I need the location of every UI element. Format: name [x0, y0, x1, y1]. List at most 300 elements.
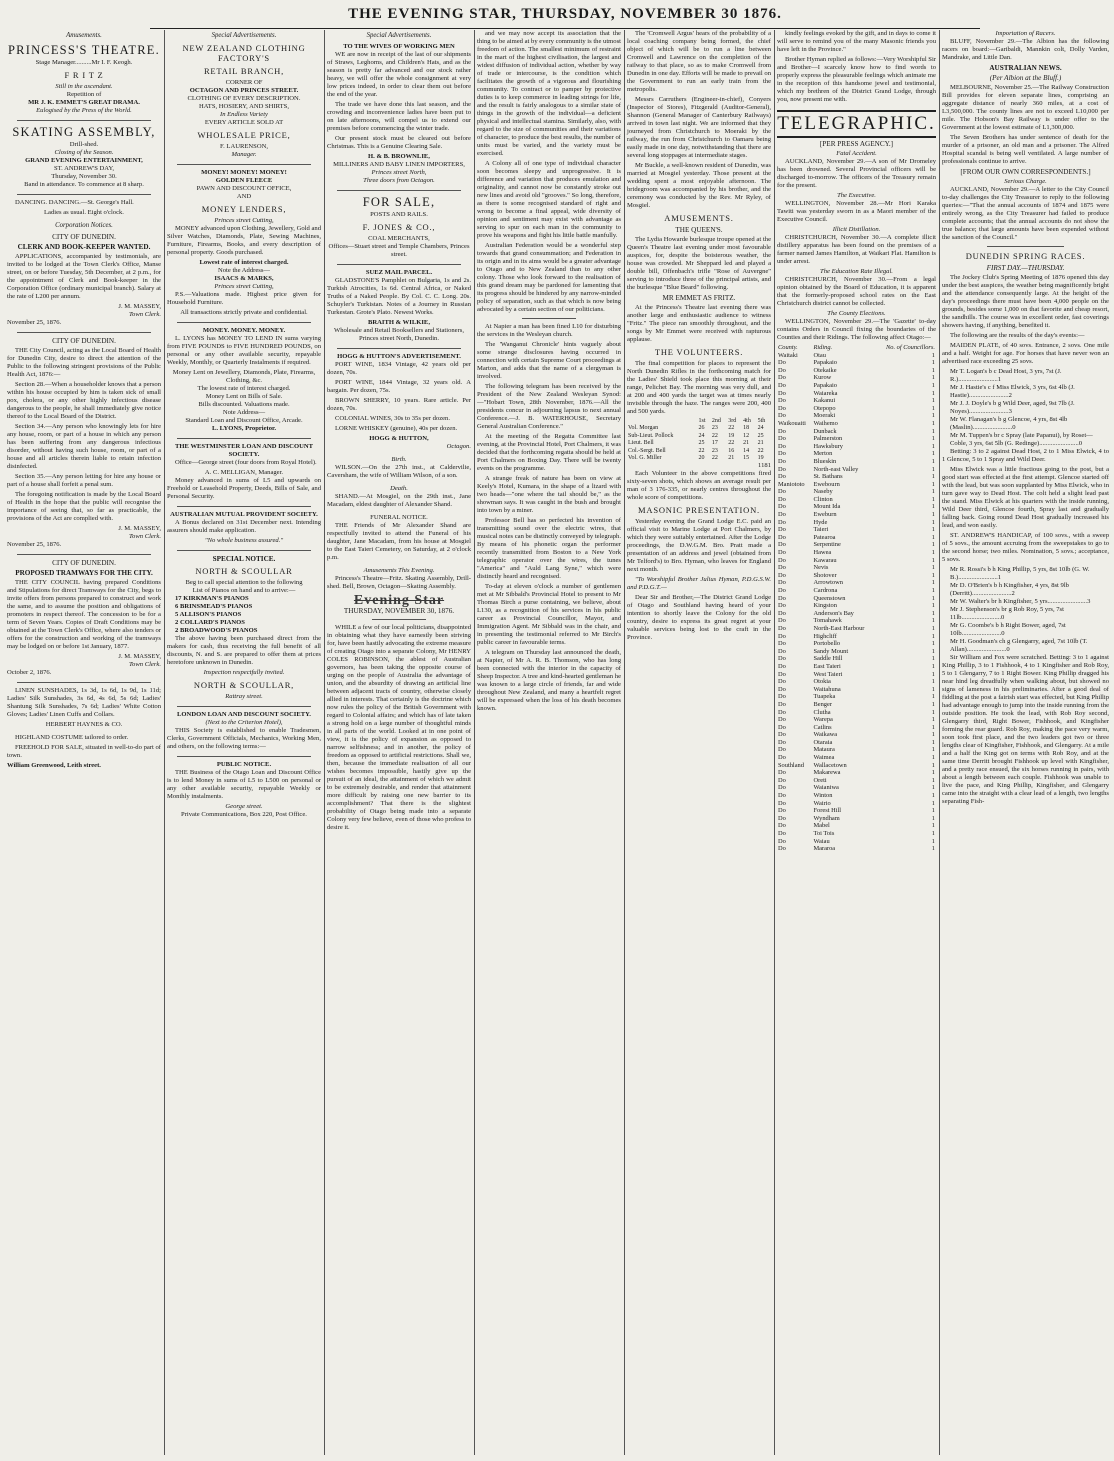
race-entry: Mr H. Goodman's ch g Glengarry, aged, 7st 10lb (T. Allan)........................0 [950, 638, 1088, 653]
masthead-title: THE EVENING STAR, THURSDAY, NOVEMBER 30 1876. [348, 6, 782, 22]
table-cell: Do [778, 617, 786, 625]
table-row [777, 466, 936, 474]
race-entry: Mr G. Coombe's b h Right Bower, aged, 7st 10lb........................0 [950, 622, 1066, 637]
amusements-heading: AMUSEMENTS. [664, 213, 734, 223]
race-entry: Mr J. Stephenson's br g Rob Roy, 5 yrs, 7st 11lb........................0 [950, 606, 1064, 621]
section-heading-special-2: Special Advertisements. [366, 32, 432, 39]
nz-clothing-every: EVERY ARTICLE SOLD AT [204, 119, 284, 126]
table-cell: Do [778, 708, 786, 716]
clerk-sign: J. M. MASSEY, [118, 303, 161, 310]
london-addr: (Next to the Criterion Hotel), [205, 719, 283, 726]
table-cell: Do [778, 700, 786, 708]
table-cell: 1 [931, 700, 935, 708]
table-cell: 1 [931, 746, 935, 754]
divider [177, 756, 311, 757]
lyons-interest: The lowest rate of interest charged. [197, 385, 291, 392]
table-cell: 1 [931, 776, 935, 784]
table-cell: Sandy Mount [813, 647, 849, 655]
table-row [777, 678, 936, 686]
table-row [777, 511, 936, 519]
golden-sub: PAWN AND DISCOUNT OFFICE, [196, 185, 292, 192]
table-cell: Do [778, 830, 786, 837]
table-cell: 1 [931, 366, 935, 374]
divider [177, 506, 311, 507]
table-cell: Tuapeka [813, 693, 836, 701]
volunteers-total: 1181 [758, 462, 771, 470]
table-cell: Otaraia [813, 738, 833, 746]
news-paragraph: To-day at eleven o'clock a number of gentlemen met at Mr Sibbald's Provincial Hotel to present to Mr Thomas Birch a purse containing, we believe, about L130, as a recognition of his services in his public career as Provincial Councillor, Mayor, and Immigration Agent. Mr Sibbald was in the chair, and in presenting the testimonial referred to Mr Birch's public career in favourable terms. [477, 583, 621, 646]
table-cell: Do [778, 624, 786, 632]
table-cell: Nevis [813, 564, 829, 572]
table-cell: 1 [931, 412, 935, 420]
table-cell: 1 [931, 587, 935, 594]
spring-races-day: FIRST DAY.—THURSDAY. [986, 264, 1065, 272]
table-row [777, 481, 936, 489]
for-sale-sub: POSTS AND RAILS. [370, 211, 428, 218]
news-paragraph: Professor Bell has so perfected his invention of transmitting sound over the electric wires, that musical notes can be distinctly conveyed by telegraph. By means of his phonetic organ the performer recently transmitted from Boston to a New York telegraphic operator over the wires, the tunes "America" and "Auld Lang Syne," which were distinctly heard and recognised. [477, 517, 621, 580]
hogg-addr: Octagon. [446, 443, 471, 450]
table-cell: 1 [931, 571, 935, 579]
table-header-cell: County. [778, 344, 798, 351]
nz-clothing-corner: CORNER OF [225, 79, 263, 86]
princess-star: MR J. K. EMMET'S GREAT DRAMA. [28, 99, 140, 106]
australian-news-agency: (Per Albion at the Bluff.) [989, 74, 1062, 82]
divider [177, 164, 311, 165]
golden-and: AND [236, 193, 252, 200]
table-cell: 1 [931, 351, 935, 359]
wives-role: MILLINERS AND BABY LINEN IMPORTERS, [333, 161, 465, 168]
golden-fleece-ad [167, 169, 321, 317]
leader-continued-1: and we may now accept its association that the thing to be aimed at by every community is the utmost freedom of action. The smallest minimum of restraint in the mart of the highest civilisation, the largest and widest diffusion of individual action, whether by way of trade or intercourse, is the condition which facilitates the growth of a vigorous and flourishing community. To contract or to pamper by protective duties is to keep commerce in leading strings for life, and the result is fairly analogous to a similar state of things in the growth of the individual—a deficient physical and intellectual stamina. Similarly, also, with regard to the size of communities and their variations of character, to produce the best results, the number of units must be varied, and the variety must be exercised. [477, 30, 621, 157]
table-cell: Do [778, 503, 786, 511]
table-cell: 23 [711, 447, 718, 454]
table-cell: West Taieri [813, 670, 843, 678]
golden-conf: All transactions strictly private and confidential. [180, 309, 308, 316]
education-body: CHRISTCHURCH, November 30.—From a legal opinion obtained by the Board of Education, it is apparent that the formerly-proposed school rates on the East Christchurch district cannot be collected. [777, 276, 936, 307]
suez-sign: BRAITH & WILKIE, [368, 319, 430, 326]
racers-title: Importation of Racers. [995, 30, 1056, 37]
table-cell: Kurow [813, 374, 832, 382]
table-cell: Sub-Lieut. Pollock [628, 432, 674, 439]
table-cell: Do [778, 412, 786, 420]
table-row [777, 428, 936, 436]
nz-clothing-role: Manager. [231, 151, 257, 158]
table-cell: 17 [711, 440, 718, 447]
table-cell: North-East Harbour [813, 624, 865, 632]
suez-mail-ad [327, 269, 471, 343]
table-cell: 1 [931, 807, 935, 815]
table-cell: 23 [711, 425, 718, 432]
wives-body: WE are now in receipt of the last of our shipments of Straws, Leghorns, and Children's Hats, and as the season is pretty far advanced and our stock rather heavy, we will offer the whole consignment at very low prices indeed, in order to clear them out before the end of the year. [327, 51, 471, 98]
table-row [777, 655, 936, 663]
london-loan-ad [167, 711, 321, 751]
clerk-date: November 25, 1876. [7, 319, 62, 326]
nz-clothing-wholesale: WHOLESALE PRICE, [197, 130, 291, 140]
table-cell: Highcliff [813, 632, 837, 640]
pianos-addr: Rattray street. [225, 693, 263, 700]
table-cell: Do [778, 374, 786, 382]
table-cell: Do [778, 579, 786, 587]
divider [177, 550, 311, 551]
table-cell: 1 [931, 419, 935, 427]
column-6 [775, 30, 940, 1455]
table-row [777, 473, 936, 481]
table-cell: 1 [931, 526, 935, 534]
divider [17, 332, 151, 333]
spring-races-title: DUNEDIN SPRING RACES. [965, 251, 1086, 261]
table-row [627, 440, 771, 447]
hogg-hutton-ad [327, 353, 471, 451]
golden-money: MONEY! MONEY! MONEY! [201, 169, 287, 176]
column-5 [625, 30, 775, 1455]
nz-clothing-sign: F. LAURENSON, [219, 143, 268, 150]
piano-item: 2 COLLARD'S PIANOS [175, 619, 245, 626]
table-cell: Papakaio [813, 381, 837, 389]
nz-clothing-variety: In Endless Variety [220, 111, 268, 118]
table-cell: Do [778, 776, 786, 784]
race-entry: Mr J. J. Doyle's b g Wild Deer, aged, 9st 7lb (J. Noyes)........................3 [950, 400, 1075, 415]
table-cell: Wairio [813, 799, 831, 807]
pianos-inspect: Inspection respectfully invited. [203, 669, 285, 676]
nz-clothing-ad [167, 43, 321, 159]
illicit-title: Illicit Distillation. [832, 226, 881, 233]
divider [522, 318, 576, 319]
lyons-address: Note Address— [222, 409, 266, 416]
table-cell: 1 [931, 594, 935, 602]
skating-date: Thursday, November 30. [51, 173, 117, 180]
table-cell: Queenstown [813, 594, 846, 602]
golden-address: Princes street Cutting, [214, 217, 274, 224]
race-body: Miss Elwick was a little fractious going to the post, but a good start was effected at the first attempt. Glencoe started off with the lead, but was soon supplanted by Miss Elwick, who in turn gave way to Dead Host. The colt held a slight lead past the stand. Miss Elwick at his quarters with the inside running, Wild Deer third, Glencoe fourth, Spray last and gradually falling back. Going round Dead Host gradually increased his lead, and won easily. [942, 466, 1109, 529]
table-cell: Hawksbury [813, 442, 843, 450]
table-cell: Waianiwa [813, 784, 839, 792]
clerk-body: APPLICATIONS, accompanied by testimonials, are invited to be lodged at the Town Clerk's Office, Manse street, on or before Tuesday, 5th December, at 2 p.m., for the appointment of Clerk and Book-keeper in the Corporation Office (ordinary municipal branch). Salary at the rate of L200 per annum. [7, 253, 161, 300]
skating-title: SKATING ASSEMBLY, [12, 125, 156, 139]
wives-body-3: Our present stock must be cleared out before Christmas. This is a Genuine Clearing Sale. [327, 135, 471, 150]
table-row [777, 701, 936, 709]
table-row [777, 390, 936, 398]
table-cell: Waiau [813, 837, 830, 845]
section-heading-corporation: Corporation Notices. [55, 222, 113, 229]
table-cell: 22 [728, 440, 735, 447]
table-cell: 1 [931, 488, 935, 496]
table-cell: Clutha [813, 708, 831, 716]
table-cell: 12 [743, 432, 750, 439]
society-body: A Bonus declared on 31st December next. Intending assurers should make application. [167, 519, 321, 534]
table-cell: Oreti [813, 776, 827, 784]
table-cell: 22 [711, 455, 718, 462]
table-row [777, 541, 936, 549]
table-cell: 25 [757, 432, 764, 439]
clerk-wanted-notice [7, 233, 161, 327]
table-cell: 1 [931, 845, 935, 853]
sunshades-body: LINEN SUNSHADES, 1s 3d, 1s 6d, 1s 9d, 1s 11d; Ladies' Silk Sunshades, 3s 6d, 4s 6d, 5s 6d; Ladies' Shantung Silk Sunshades, 7s 6d; Ladies' White Cotton Gloves; Ladies' Linen Cuffs and Collars. [7, 687, 161, 718]
table-header-cell: 5th [757, 418, 766, 424]
table-cell: Southland [778, 761, 804, 769]
lyons-body: L. LYONS has MONEY TO LEND IN sums varying from FIVE POUNDS to FIVE HUNDRED POUNDS, on personal or any other available security, repayable Weekly, Monthly, or Quarterly Instalments if required. [167, 335, 321, 366]
princess-theatre-title: PRINCESS'S THEATRE. [8, 43, 160, 57]
pianos-firm: NORTH & SCOULLAR [195, 566, 293, 576]
table-row [627, 448, 771, 455]
table-cell: 1 [931, 495, 935, 503]
table-row [777, 724, 936, 732]
table-cell: 14 [743, 447, 750, 454]
table-cell: 1 [931, 640, 935, 648]
highland-ad [7, 734, 161, 770]
table-cell: Waitahuna [813, 685, 841, 693]
piano-item: 5 ALLISON'S PIANOS [175, 611, 242, 618]
tramways-title: PROPOSED TRAMWAYS FOR THE CITY. [15, 569, 153, 577]
table-cell: Do [778, 397, 786, 405]
table-cell: 24 [757, 425, 764, 432]
table-cell: 1 [931, 533, 935, 541]
table-cell: 1 [931, 442, 935, 450]
table-cell: 1 [931, 450, 935, 458]
table-cell: Merton [813, 450, 833, 458]
table-cell: Do [778, 518, 786, 526]
table-row [627, 455, 771, 462]
wives-sign: H. & B. BROWNLIE, [368, 153, 430, 160]
golden-lenders: MONEY LENDERS, [201, 204, 287, 214]
health-body: THE City Council, acting as the Local Board of Health for Dunedin City, desire to direct the attention of the Public to the following stringent provisions of the Public Health Act, 1876:— [7, 347, 161, 378]
table-row [777, 579, 936, 587]
table-cell: Toi Tois [813, 830, 835, 837]
table-cell: Waikawa [813, 731, 838, 739]
divider [17, 120, 151, 121]
australian-news-body: MELBOURNE, November 25.—The Railway Construction Bill provides for eleven separate lines, comprising an aggregate distance of nearly 360 miles, at a cost of L3,500,000. The county lines are not to exceed L10,000 per mile. The Hobson's Bay Railway is under offer to the Government at the lowest estimate of L1,300,000. [942, 84, 1109, 131]
news-paragraph: At Napier a man has been fined L10 for disturbing the services in the Wesleyan church. [477, 323, 621, 338]
table-cell: 1 [931, 480, 935, 488]
table-cell: Do [778, 807, 786, 815]
piano-item: 6 BRINSMEAD'S PIANOS [175, 603, 253, 610]
table-row [777, 564, 936, 572]
australian-news-body-2: The Seven Brothers has under sentence of death for the murder of a prisoner, an old man and a prisoner. The Alfred Hospital scandal is being well ventilated. A large number of professionals continue to arrive. [942, 134, 1109, 165]
table-row [777, 374, 936, 382]
table-header-cell [627, 418, 697, 425]
public-box: Private Communications, Box 220, Post Office. [181, 811, 307, 818]
table-row [777, 595, 936, 603]
table-cell: Do [778, 845, 786, 853]
suez-role: Wholesale and Retail Booksellers and Stationers, Princes street North, Dunedin. [333, 327, 464, 342]
table-cell: 1 [931, 799, 935, 807]
westminster-agent: A. C. MELLIGAN, Manager. [204, 469, 284, 476]
skating-assembly-ad [7, 125, 161, 189]
table-row [777, 602, 936, 610]
fatal-accident-body: AUCKLAND, November 29.—A son of Mr Dromeley has been drowned. Several Provincial officers will be discharged to-morrow. The officers of the Treasury remain for the present. [777, 158, 936, 189]
table-cell: Do [778, 473, 786, 481]
table-row [777, 503, 936, 511]
table-cell: Do [778, 571, 786, 579]
news-paragraph: A strange freak of nature has been on view at Keely's Hotel, Kumara, in the shape of a lizard with two heads—"one where the tail should be," as the showman says. It was caught in the bush and brought into town by a miner. [477, 475, 621, 514]
health-section-28: Section 28.—When a householder knows that a person within his house occupied by him is taken sick of small pox, cholera, or any other highly infectious disease dangerous to the people, he shall immediately give notice thereof to the Local Board of the District. [7, 381, 161, 420]
table-cell: Do [778, 541, 786, 549]
westminster-body: Money advanced in sums of L5 and upwards on Freehold or Leasehold Property, Deeds, Bills of Sale, and Personal Security. [167, 477, 321, 500]
table-row [777, 686, 936, 694]
amusements-evening-title: Amusements This Evening. [363, 567, 435, 574]
table-header-row [777, 344, 936, 352]
wives-ad [327, 43, 471, 185]
table-cell: Do [778, 526, 786, 534]
masonic-continued: kindly feelings evoked by the gift, and in days to come it will serve to remind you of the many Masonic friends you have left in the Province." [777, 30, 936, 53]
table-cell: Do [778, 647, 786, 655]
suez-title: SUEZ MAIL PARCEL. [365, 269, 433, 276]
table-cell: Winton [813, 792, 833, 800]
tramways-city: CITY OF DUNEDIN. [52, 559, 116, 567]
racers-body: BLUFF, November 29.—The Albion has the following racers on board:—Garibaldi, Mannkin colt, Dolly Varden, Mandrake, and Little Dan. [942, 38, 1109, 61]
lyons-title: MONEY. MONEY. MONEY. [202, 327, 286, 334]
table-cell: 19 [728, 432, 735, 439]
news-paragraph: Messrs Carruthers (Engineer-in-chief), Conyers (Inspector of Stores), Fitzgerald (Auditor-General), Shannon (General Manager of Canterbury Railways) arrived in town last night. We are informed that they journeyed from Christchurch to Moeraki by the railway, the run from Christchurch to Oamaru being easily made in one day, notwithstanding that there are several long stoppages at intermediate stages. [627, 96, 771, 159]
for-sale-role: COAL MERCHANTS, [368, 235, 430, 242]
education-title: The Education Rate Illegal. [820, 268, 893, 275]
table-cell: 22 [728, 425, 735, 432]
table-cell: Vol. Morgan [628, 425, 659, 432]
table-cell: 1 [931, 609, 935, 617]
table-cell: 1 [931, 404, 935, 412]
table-cell: 19 [757, 455, 764, 462]
table-cell: 1 [931, 647, 935, 655]
freehold-body: FREEHOLD FOR SALE, situated in well-to-do part of town. [7, 744, 161, 759]
table-cell: Do [778, 389, 786, 397]
health-date: November 25, 1876. [7, 541, 62, 548]
table-cell: 1 [931, 716, 935, 724]
elections-title: The County Elections. [827, 310, 886, 317]
fatal-accident-title: Fatal Accident. [836, 150, 877, 157]
for-sale-addr: Offices—Stuart street and Temple Chambers, Princes street. [328, 243, 470, 258]
table-cell: 1 [931, 427, 935, 435]
table-cell: 1 [931, 754, 935, 762]
table-row [777, 830, 936, 838]
table-cell: 1 [931, 723, 935, 731]
table-cell: Arrowtown [813, 579, 843, 587]
table-cell: Wallacetown [813, 761, 847, 769]
table-cell: Blueskin [813, 457, 837, 465]
table-cell: Do [778, 769, 786, 777]
table-cell: Do [778, 632, 786, 640]
funeral-body: THE Friends of Mr Alexander Shand are respectfully invited to attend the Funeral of his daughter, Jane Macadam, from his house at Mosgiel to the East Taieri Cemetery, on Saturday, at 2 o'clock p.m. [327, 522, 471, 561]
table-cell: Do [778, 754, 786, 762]
table-cell: 21 [728, 455, 735, 462]
clerk-city: CITY OF DUNEDIN. [52, 233, 116, 241]
table-row [777, 739, 936, 747]
masonic-body: Yesterday evening the Grand Lodge E.C. paid an official visit to Marine Lodge at Port Chalmers, by which they were suitably entertained. After the Lodge proceedings, the D.W.G.M. Bro. Pratt made a presentation of an address and jewel (obtained from Mr Telford's) to Bro. Hyman, who leaves for England next month. [627, 518, 771, 574]
table-row [777, 450, 936, 458]
table-row [777, 716, 936, 724]
table-cell: Do [778, 549, 786, 557]
table-cell: 1 [931, 617, 935, 625]
golden-sign: ISAACS & MARKS, [214, 275, 274, 282]
pianos-list-head: List of Pianos on hand and to arrive:— [192, 587, 296, 594]
table-cell: Waimea [813, 754, 835, 762]
table-cell: 1 [931, 830, 935, 837]
health-notice [7, 337, 161, 549]
maiden-plate: MAIDEN PLATE, of 40 sovs. Entrance, 2 sovs. One mile and a half. Weight for age. For horses that have never won an advertised race exceeding 25 sovs. [942, 342, 1109, 365]
table-cell: 18 [743, 425, 750, 432]
golden-ps: P.S.—Valuations made. Highest price given for Household Furniture. [167, 291, 321, 306]
elections-intro: WELLINGTON, November 29.—The 'Gazette' to-day contains Orders in Council fixing the boundaries of the Counties and their Ridings. The following affect Otago:— [777, 318, 936, 341]
table-cell: Kingston [813, 602, 837, 610]
lyons-sign: L. LYONS, Proprietor. [211, 425, 277, 432]
table-cell: Do [778, 381, 786, 389]
table-cell: Mabel [813, 822, 830, 830]
queens-body: The Lydia Howarde burlesque troupe opened at the Queen's Theatre last evening under most favourable auspices, for, despite the boisterous weather, the house was crowded. Mr Sheppard led and played a double bill, Offenbach's trifle "Rose of Auvergne" serving to introduce three of the principal artists, and the burlesque "Blue Beard" following. [627, 236, 771, 291]
table-cell: Do [778, 678, 786, 686]
table-cell: 1 [931, 435, 935, 443]
table-cell: Eweburn [813, 511, 837, 519]
table-row [777, 405, 936, 413]
table-row [777, 807, 936, 815]
hogg-item: COLONIAL WINES, 30s to 35s per dozen. [335, 415, 451, 422]
table-row [777, 784, 936, 792]
table-cell: 1 [931, 503, 935, 511]
wives-title: TO THE WIVES OF WORKING MEN [343, 43, 455, 50]
table-row [777, 792, 936, 800]
for-sale-firm: F. JONES & CO., [362, 222, 436, 232]
divider [177, 438, 311, 439]
divider [337, 190, 461, 191]
table-row [777, 397, 936, 405]
masonic-reply: Brother Hyman replied as follows:—Very Worshipful Sir and Brother—I scarcely know how to find words to properly express the pleasurable feelings which animate me in the reception of this handsome jewel and testimonial, which my brethren of the District Grand Lodge, through you, now present me with. [777, 56, 936, 103]
table-row [777, 731, 936, 739]
race-entry: Mr M. Tuppen's br c Spray (late Papanui), by Roset—Coble, 3 yrs, 6st 5lb (G. Redinge)........................0 [950, 432, 1093, 447]
table-cell: 1 [931, 814, 935, 822]
skating-sub: Drill-shed. [69, 141, 99, 148]
table-cell: Otau [813, 351, 826, 359]
table-cell: Do [778, 609, 786, 617]
table-row [777, 496, 936, 504]
table-cell: Mararoa [813, 845, 836, 853]
princess-repetition: Repetition of [66, 91, 102, 98]
table-cell: 1 [931, 822, 935, 830]
table-cell: North-east Valley [813, 465, 859, 473]
health-sign-role: Town Clerk. [129, 533, 161, 540]
volunteers-body-2: Each Volunteer in the above competitions fired sixty-seven shots, which shows an average result per man of 3 176-335, or nearly centres throughout the whole score of competitions. [627, 470, 771, 502]
table-cell: Do [778, 442, 786, 450]
table-row [777, 435, 936, 443]
table-cell: Ewebourn [813, 480, 840, 488]
section-heading-special: Special Advertisements. [211, 32, 277, 39]
illicit-body: CHRISTCHURCH, November 30.—A complete illicit distillery apparatus has been found on the premises of a farmer named James Hamilton, at Waikari Flat. Hamilton is under arrest. [777, 234, 936, 265]
table-cell: Do [778, 511, 786, 519]
health-city: CITY OF DUNEDIN. [52, 337, 116, 345]
masthead [150, 6, 980, 29]
table-cell: Cardrona [813, 587, 838, 594]
wives-body-2: The trade we have done this last season, and the crowding and inconvenience ladies have been put to on late afternoons, will compel us to extend our premises before commencing the winter trade. [327, 101, 471, 132]
table-cell: Palmerston [813, 435, 843, 443]
table-row [777, 534, 936, 542]
table-cell: 1 [931, 556, 935, 564]
emmet-body: At the Princess's Theatre last evening there was another large and enthusiastic audience to witness "Fritz." The piece ran smoothly throughout, and the songs by Mr Emmet were received with rapturous applause. [627, 304, 771, 343]
table-cell: Do [778, 488, 786, 496]
pianos-intro: Beg to call special attention to the following [185, 579, 303, 586]
race-entry: Mr W. Walter's br h Kingfisher, 5 yrs........................3 [950, 598, 1091, 605]
table-cell: Hawea [813, 549, 832, 557]
table-cell: Otekaike [813, 366, 837, 374]
table-header-row [627, 418, 771, 425]
table-cell: Do [778, 556, 786, 564]
table-row [777, 443, 936, 451]
table-header-cell: 1st [698, 418, 706, 424]
lyons-money-ad [167, 327, 321, 433]
nz-clothing-hats: HATS, HOSIERY, AND SHIRTS, [199, 103, 289, 110]
table-cell: Warepa [813, 716, 833, 724]
table-cell: Hyde [813, 518, 828, 526]
race-entry: Mr T. Logan's b c Dead Host, 3 yrs, 7st (J. R.)........................1 [950, 368, 1062, 383]
table-cell: 1 [931, 473, 935, 481]
table-cell: Do [778, 427, 786, 435]
spring-races-body: The Jockey Club's Spring Meeting of 1876 opened this day under the best auspices, the weather being magnificently bright and the attendance consequently large. At the height of the day's proceedings there must have been 4,000 people on the grounds, besides some 1,000 on that favorite and cheap resort, the sandhills. The course was in excellent order, fast coverings showers having, if anything, benefited it. [942, 274, 1109, 329]
for-sale-ad [327, 195, 471, 259]
